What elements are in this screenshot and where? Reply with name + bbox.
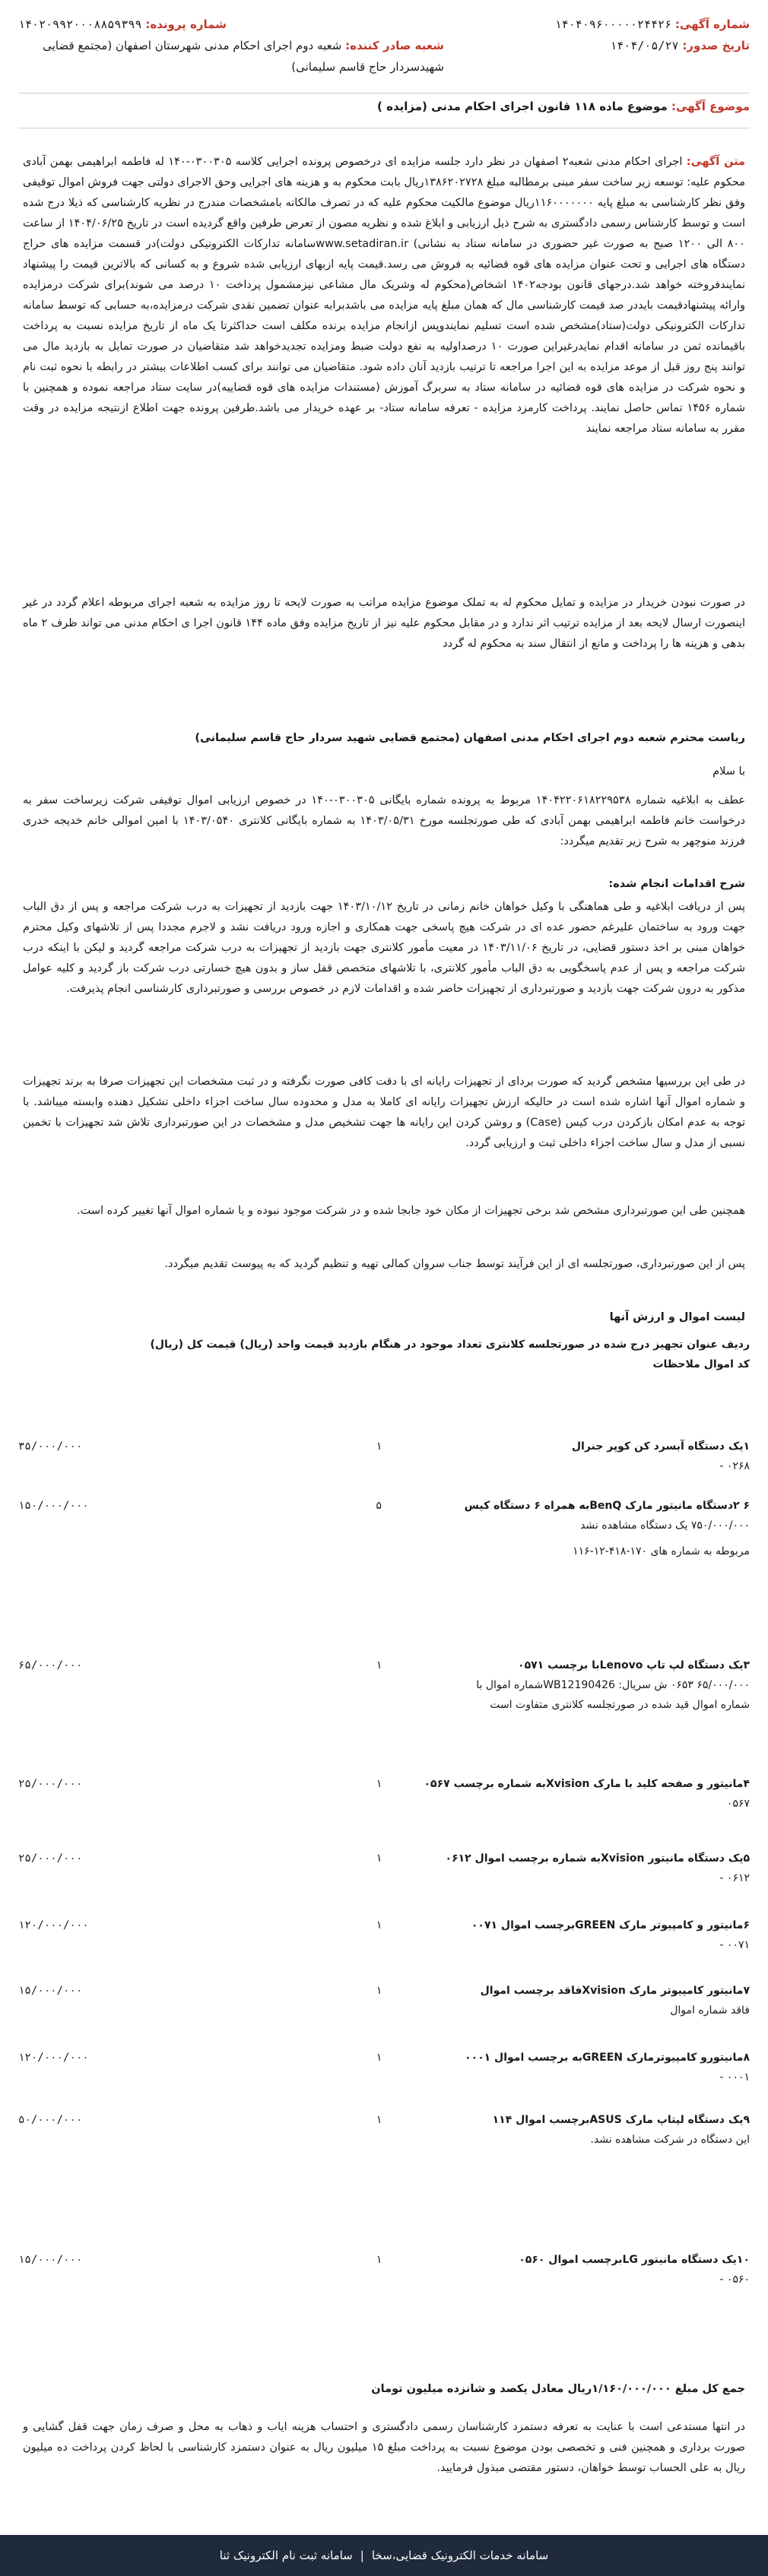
item-total: ۲۵/۰۰۰/۰۰۰ xyxy=(18,1852,83,1865)
closing-request: در انتها مستدعی است با عنایت به تعرفه دستمزد کارشناسان رسمی دادگستری و احتساب هزینه ایاب و ذهاب به محل و صرف زمان جهت قفل گشایی و صورت برداری و همچنین فنی و تخصصی بودن موضوع نسبت به پرداخت مبلغ ۱۵ میلیون ریال به عنوان دستمزد کارشناسی با لحاظ کردن پرداخت ده میلیون ریال به علی الحساب توسط خواهان، دستور مقتضی مبذول فرمایید. xyxy=(23,2421,745,2474)
subject-value: موضوع ماده ۱۱۸ قانون اجرای احکام مدنی (مزایده ) xyxy=(377,100,668,113)
issue-date-value: ۱۴۰۴/۰۵/۲۷ xyxy=(610,39,679,52)
table-header xyxy=(18,1335,750,1374)
item-note: ۰۰۷۱ - xyxy=(719,1939,750,1951)
item-quantity: ۱ xyxy=(376,1440,382,1453)
item-note: این دستگاه در شرکت مشاهده نشد. xyxy=(590,2134,750,2146)
report-greeting: با سلام xyxy=(712,765,745,778)
item-quantity: ۱ xyxy=(376,1985,382,1997)
actions-title: شرح اقدامات انجام شده: xyxy=(608,878,745,890)
grand-total: جمع کل مبلغ ۱/۱۶۰/۰۰۰/۰۰۰ریال معادل یکصد و شانزده میلیون تومان xyxy=(371,2383,745,2395)
inspection-text: در طی این بررسیها مشخص گردید که صورت بردای از تجهیزات رایانه ای با دقت کافی صورت نگرفته و در ثبت مشخصات این تجهیزات صرفا به برند تجهیزات و شماره اموال آنها اشاره شده است در حالیکه ارزش تجهیزات رایانه ای کاملا به مدل و محدوده سال ساخت اجزاء داخلی تشکیل دهنده وابسته میباشد. با توجه به عدم امکان بازکردن درب کیس (Case) و روشن کردن این رایانه ها جهت تشخیص مدل و مشخصات در این صورتبرداری تلاش شد تجهیزات با تخمین نسبی از مدل و سال ساخت اجزاء داخلی ثبت و ارزیابی گردد. xyxy=(23,1076,745,1149)
item-note: فاقد شماره اموال xyxy=(670,2004,750,2017)
issue-date xyxy=(610,35,750,78)
notice-header xyxy=(18,14,750,93)
item-total: ۱۲۰/۰۰۰/۰۰۰ xyxy=(18,1919,89,1931)
issuing-branch xyxy=(18,35,444,78)
missing-items-text: همچنین طی این صورتبرداری مشخص شد برخی تجهیزات از مکان خود جابجا شده و در شرکت موجود نبوده و یا شماره اموال آنها تغییر کرده است. xyxy=(77,1205,745,1217)
case-number-value: ۱۴۰۲۰۹۹۲۰۰۰۸۸۵۹۳۹۹ xyxy=(18,17,142,31)
ad-id-label: شماره آگهی: xyxy=(674,17,750,31)
item-total: ۱۵/۰۰۰/۰۰۰ xyxy=(18,1985,83,1997)
item-total: ۱۵۰/۰۰۰/۰۰۰ xyxy=(18,1500,89,1512)
case-number-label: شماره پرونده: xyxy=(145,17,227,31)
item-description: ۳یک دستگاه لپ تاپ Lenovoبا برچسب ۰۵۷۱ xyxy=(518,1659,750,1671)
item-description: ۱یک دستگاه آبسرد کن کوپر جنرال xyxy=(571,1440,750,1453)
footer-separator: | xyxy=(360,2549,364,2562)
item-note-2: مربوطه به شماره های ۱۷۰-۴۱۸-۱۲-۱۱۶ xyxy=(573,1545,750,1557)
item-quantity: ۱ xyxy=(376,1919,382,1931)
item-quantity: ۱ xyxy=(376,1778,382,1790)
item-note: ۰۵۶۰ - xyxy=(719,2273,750,2286)
item-quantity: ۱ xyxy=(376,2052,382,2064)
site-footer xyxy=(0,2535,768,2576)
item-note: ۰۲۶۸ - xyxy=(719,1460,750,1472)
table-header-columns-2: کد اموال ملاحظات xyxy=(652,1358,750,1370)
item-quantity: ۵ xyxy=(376,1500,382,1512)
case-number xyxy=(18,14,227,35)
item-total: ۳۵/۰۰۰/۰۰۰ xyxy=(18,1440,83,1453)
item-note: ۰۰۰۱ - xyxy=(719,2071,750,2083)
item-quantity: ۱ xyxy=(376,1852,382,1865)
item-note: ۰۵۶۷ xyxy=(726,1798,750,1810)
item-description: ۵یک دستگاه مانیتور Xvisionبه شماره برچسب اموال ۰۶۱۲ xyxy=(445,1852,750,1865)
item-description: ۶ ۲دستگاه مانیتور مارک BenQبه همراه ۶ دستگاه کیس xyxy=(464,1500,750,1512)
ad-id-value: ۱۴۰۴۰۹۶۰۰۰۰۰۲۴۴۲۶ xyxy=(554,17,672,31)
issuing-branch-value: شعبه دوم اجرای احکام مدنی شهرستان اصفهان (مجتمع قضایی شهیدسردار حاج قاسم سلیمانی) xyxy=(43,39,444,74)
item-note: ۷۵۰/۰۰۰/۰۰۰ یک دستگاه مشاهده نشد xyxy=(580,1519,750,1532)
item-total: ۱۲۰/۰۰۰/۰۰۰ xyxy=(18,2052,89,2064)
item-total: ۱۵/۰۰۰/۰۰۰ xyxy=(18,2254,83,2266)
item-description: ۱۰یک دستگاه مانیتور LGبرچسب اموال ۰۵۶۰ xyxy=(519,2254,750,2266)
ad-text-paragraph-2: در صورت نبودن خریدار در مزایده و تمایل محکوم له به تملک موضوع مزایده مراتب به صورت لایحه تا روز مزایده به شعبه اجرای مربوطه اعلام گردد در غیر اینصورت ارسال لایحه بعد از مزایده ترتیب اثر ندارد و در مقابل محکوم علیه نیز از تاریخ مزایده وفق ماده ۱۴۴ قانون اجرا ی احکام مدنی می تواند ظرف ۲ ماه بدهی و هزینه ها را پرداخت و مانع از انتقال سند به محکوم له گردد xyxy=(23,597,746,650)
item-description: ۶مانیتور و کامپیوتر مارک GREENبرچسب اموال ۰۰۷۱ xyxy=(471,1919,750,1931)
item-note: ۶۵/۰۰۰/۰۰۰ ۰۶۵۳ ش سریال: WB12190426شماره اموال با xyxy=(476,1679,750,1691)
report-addressee: ریاست محترم شعبه دوم اجرای احکام مدنی اصفهان (مجتمع قضایی شهید سردار حاج قاسم سلیمانی) xyxy=(195,732,745,744)
list-title: لیست اموال و ارزش آنها xyxy=(609,1311,745,1323)
item-note-2: شماره اموال قید شده در صورتجلسه کلانتری متفاوت است xyxy=(490,1699,750,1711)
actions-text: پس از دریافت ابلاغیه و طی هماهنگی با وکیل خواهان خانم زمانی در تاریخ ۱۴۰۳/۱۰/۱۲ جهت بازدید از تجهیزات به درب شرکت مراجعه و پس از دق الباب جهت ورود به ساختمان علیرغم حضور عده ای در شرکت هیچ پاسخی جهت همکاری و اجازه ورود دریافت نشد و لاجرم مجددا پس از تلاشهای وکیل محترم خواهان مبنی بر اخذ دستور قضایی، در تاریخ ۱۴۰۳/۱۱/۰۶ در معیت مأمور کلانتری جهت بازدید از تجهیزات به درب شرکت مراجعه گردید و لیکن با اینکه درب شرکت مراجعه و پس از عدم پاسخگویی به دق الباب مأمور کلانتری، با تلاشهای متخصص قفل ساز و بدون هیچ خسارتی درب شرکت باز گردید و کلیه عوامل مذکور به درون شرکت جهت بازدید و صورتبرداری از تجهیزات حاضر شده و اقدامات لازم در خصوص بررسی و صورتبرداری کارشناسی انجام پذیرفت. xyxy=(23,901,745,995)
ad-text-paragraph-1: اجرای احکام مدنی شعبه۲ اصفهان در نظر دارد جلسه مزایده ای درخصوص پرونده اجرایی کلاسه ۰۳۰۰۳۰۵-۱۴۰ له فاطمه ابراهیمی بهمن آبادی محکوم علیه: توسعه زیر ساخت سفر مبنی برمطالبه مبلغ ۱۳۸۶۲۰۲۷۲۸ریال بابت محکوم به و هزینه های اجرایی وحق الاجرای دولتی جهت فروش اموال توقیفی وفق نظر کارشناسی به مبلغ پایه ۱۱۶۰۰۰۰۰۰۰ریال موضوع مالکیت محکوم علیه که در تصرف مالکانه بامشخصات مندرج در نظریه کارشناسی که ذیلا درج شده است و توسط کارشناس رسمی دادگستری به شرح ذیل ارزیابی و ابلاغ شده و نظریه مصون از تعرض طرفین واقع گردیده است در تاریخ ۱۴۰۴/۰۶/۲۵ از ساعت ۸۰۰ الی ۱۲۰۰ صبح به صورت غیر حضوری در سامانه ستاد به نشانی) www.setadiran.irسامانه تدارکات الکترونیکی دولت)در قسمت مزایده های حراج دستگاه های اجرایی و تحت عنوان مزایده های قوه قضائیه به فروش می رسد.قیمت پایه ازبهای ارزیابی شده شروع و به کسانی که بالاترین قیمت را پیشنهاد نمایندفروخته خواهد شد.درجهای قانون بودجه۱۴۰۲ اشخاص(محکوم له وشریک مال مشاعی نیزمشمول پرداخت ۱۰ درصد می شوند)برای شرکت درمزایده وارائه پیشنهادقیمت بایددر صد قیمت کارشناسی مال که همان مبلغ پایه مزایده می باشدبرابه عنوان تضمین نقدی شرکت درمزایده،به حسابی که توسط سامانه تدارکات الکترونیکی دولت(ستاد)مشخص شده است تسلیم نمایندوپس ازانجام مزایده برنده مکلف است حداکثرتا یک ماه از تاریخ مزایده نسبت به پرداخت باقیمانده ثمن در سامانه اقدام نمایدرغیراین صورت ۱۰ درصداولیه به نفع دولت ضبط ومزایده تجدیدخواهد شد متقاضیان در صورت تمایل به بازدید مال می توانند پنج روز قبل از موعد مزایده به این اجرا مراجعه تا ترتیب بازدید آنان داده شود. متقاضیان می توانند برای کسب اطلاعات بیشتر در رابطه با نحوه ثبت نام و نحوه شرکت در مزایده های قوه قضائیه در سامانه ستاد به سربرگ آموزش (مستندات مزایده های قوه قضاییه)در سایت ستاد مراجعه نموده و همچنین با شماره ۱۴۵۶ تماس حاصل نمایند. پرداخت کارمزد مزایده - تعرفه سامانه ستاد- بر عهده خریدار می باشد.طرفین پرونده جهت اطلاع ازنتیجه مزایده در وقت مقرر به سامانه ستاد مراجعه نمایند xyxy=(23,156,745,435)
item-total: ۵۰/۰۰۰/۰۰۰ xyxy=(18,2114,83,2126)
item-description: ۹یک دستگاه لپتاپ مارک ASUSبرچسب اموال ۱۱۴ xyxy=(492,2114,750,2126)
after-text: پس از این صورتبرداری، صورتجلسه ای از این فرآیند توسط جناب سروان کمالی تهیه و تنظیم گردید که به پیوست تقدیم میگردد. xyxy=(164,1258,745,1270)
item-quantity: ۱ xyxy=(376,2114,382,2126)
item-description: ۸مانیتورو کامپیوترمارک GREENبه برچسب اموال ۰۰۰۱ xyxy=(464,2052,750,2064)
ad-text-main xyxy=(23,152,745,439)
subject-line xyxy=(18,96,750,117)
item-total: ۲۵/۰۰۰/۰۰۰ xyxy=(18,1778,83,1790)
item-description: ۷مانیتور کامپیوتر مارک Xvisionفاقد برچسب اموال xyxy=(480,1985,750,1997)
footer-link-sana[interactable]: سامانه ثبت نام الکترونیک ثنا xyxy=(219,2549,353,2562)
ad-text-label: متن آگهی: xyxy=(686,156,746,168)
ad-id xyxy=(555,14,750,35)
item-note: ۰۶۱۲ - xyxy=(719,1872,750,1884)
issuing-branch-label: شعبه صادر کننده: xyxy=(345,39,444,52)
table-header-columns: ردیف عنوان تجهیز درج شده در صورتجلسه کلانتری تعداد موجود در هنگام بازدید قیمت واحد (ریال) قیمت کل (ریال) xyxy=(150,1339,750,1351)
subject-label: موضوع آگهی: xyxy=(671,100,750,113)
report-intro: عطف به ابلاغیه شماره ۱۴۰۴۲۲۰۶۱۸۲۲۹۵۳۸ مربوط به پرونده شماره بایگانی ۰۳۰۰۳۰۵-۱۴۰ در خصوص ارزیابی اموال توقیفی شرکت زیرساخت سفر به درخواست خانم فاطمه ابراهیمی بهمن آبادی که طی صورتجلسه مورخ ۱۴۰۳/۰۵/۳۱ به شماره بایگانی کلانتری ۱۴۰۳/۰۵۴۰ با امین اموالی خانم خدیجه خدری فرزند منوچهر به شرح زیر تقدیم میگردد: xyxy=(23,794,745,848)
footer-link-sakha[interactable]: سامانه خدمات الکترونیک قضایی،سخا xyxy=(371,2549,549,2562)
item-total: ۶۵/۰۰۰/۰۰۰ xyxy=(18,1659,83,1671)
item-quantity: ۱ xyxy=(376,2254,382,2266)
issue-date-label: تاریخ صدور: xyxy=(682,39,750,52)
item-quantity: ۱ xyxy=(376,1659,382,1671)
item-description: ۴مانیتور و صفحه کلید با مارک Xvisionبه شماره برچسب ۰۵۶۷ xyxy=(424,1778,750,1790)
